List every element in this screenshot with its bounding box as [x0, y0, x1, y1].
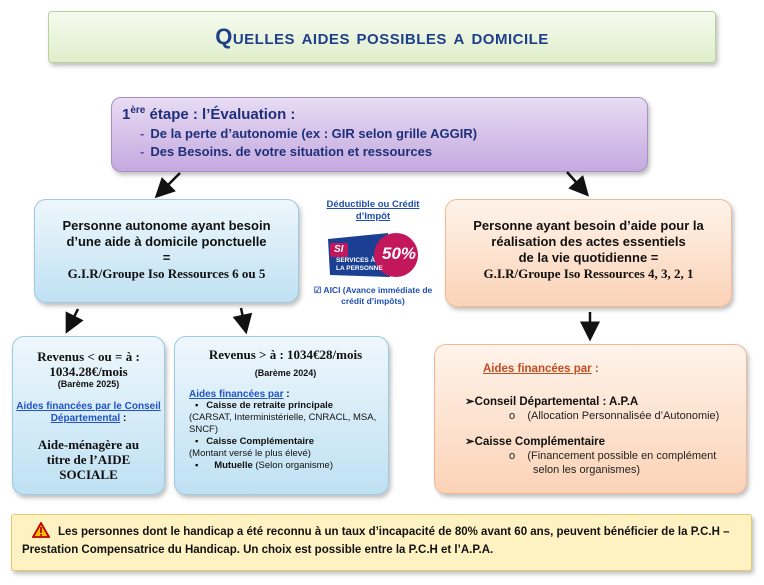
warning-text: Les personnes dont le handicap a été reconnu à un taux d’incapacité de 80% avant 60 ans, peuvent bénéficier de la P.C.H – Prestation Compensatrice du Handicap. Un choix est possible entre la P.C.H et l’A.P.A. [22, 526, 730, 556]
autonomous-person-box: Personne autonome ayant besoin d’une aide à domicile ponctuelle = G.I.R/Groupe Iso Ressources 6 ou 5 [34, 199, 299, 303]
evaluation-item: - De la perte d’autonomie (ex : GIR selon grille AGGIR) [140, 126, 478, 141]
list-item: ▪ Caisse de retraite principale [195, 400, 334, 411]
arrow-to-right-box [567, 172, 584, 191]
arrow-to-left-box [160, 173, 180, 193]
revenus-high-box: Revenus > à : 1034€28/mois (Barème 2024) Aides financées par : ▪ Caisse de retraite principale (CARSAT, Interministérielle, CNRACL, MSA, SNCF) ▪ Caisse Complémentaire (Montant versé le plus élevé) ▪ Mutuelle (Selon organisme) [174, 336, 389, 495]
aici-label: ☑ AICI (Avance immédiate de crédit d’impôts) [313, 285, 433, 306]
arrow-to-revenus-low [69, 309, 78, 327]
aides-financees-box: Aides financées par : ➢Conseil Départemental : A.P.A o (Allocation Personnalisée d’Autonomie) ➢Caisse Complémentaire o (Financement possible en complément selon les organismes) [434, 344, 747, 494]
services-a-la-personne-logo: SI SERVICES À LA PERSONNE 50% [326, 229, 420, 281]
aides-label: Aides financées par : [483, 363, 599, 375]
arrow-to-revenus-high [241, 308, 245, 327]
tax-credit-section [312, 199, 434, 307]
pch-warning-box [11, 514, 752, 571]
list-subitem: o (Allocation Personnalisée d’Autonomie) [509, 410, 720, 422]
evaluation-title: 1ère étape : l’Évaluation : [122, 105, 296, 123]
page-title: Quelles aides possibles a domicile [215, 24, 549, 49]
warning-icon [32, 522, 50, 543]
list-item: ➢Conseil Départemental : A.P.A [465, 396, 639, 408]
list-item: ▪ Mutuelle (Selon organisme) [195, 460, 334, 471]
list-item: ➢Caisse Complémentaire [465, 436, 606, 448]
tax-credit-label: Déductible ou Crédit d’Impôt [326, 199, 420, 222]
revenus-low-box: Revenus < ou = à : 1034.28€/mois (Barème 2025) Aides financées par le Conseil Départemental : Aide-ménagère au titre de l’AIDE SOCIALE [12, 336, 165, 495]
list-subitem: o (Financement possible en complément [509, 450, 717, 462]
dependent-person-box: Personne ayant besoin d’aide pour la réalisation des actes essentiels de la vie quotidienne = G.I.R/Groupe Iso Ressources 4, 3, 2, 1 [445, 199, 732, 307]
list-item: ▪ Caisse Complémentaire [195, 436, 315, 447]
evaluation-item: - Des Besoins. de votre situation et ressources [140, 144, 433, 159]
aides-label: Aides financées par le Conseil Départemental : [16, 401, 161, 424]
aides-label: Aides financées par : [189, 389, 290, 400]
